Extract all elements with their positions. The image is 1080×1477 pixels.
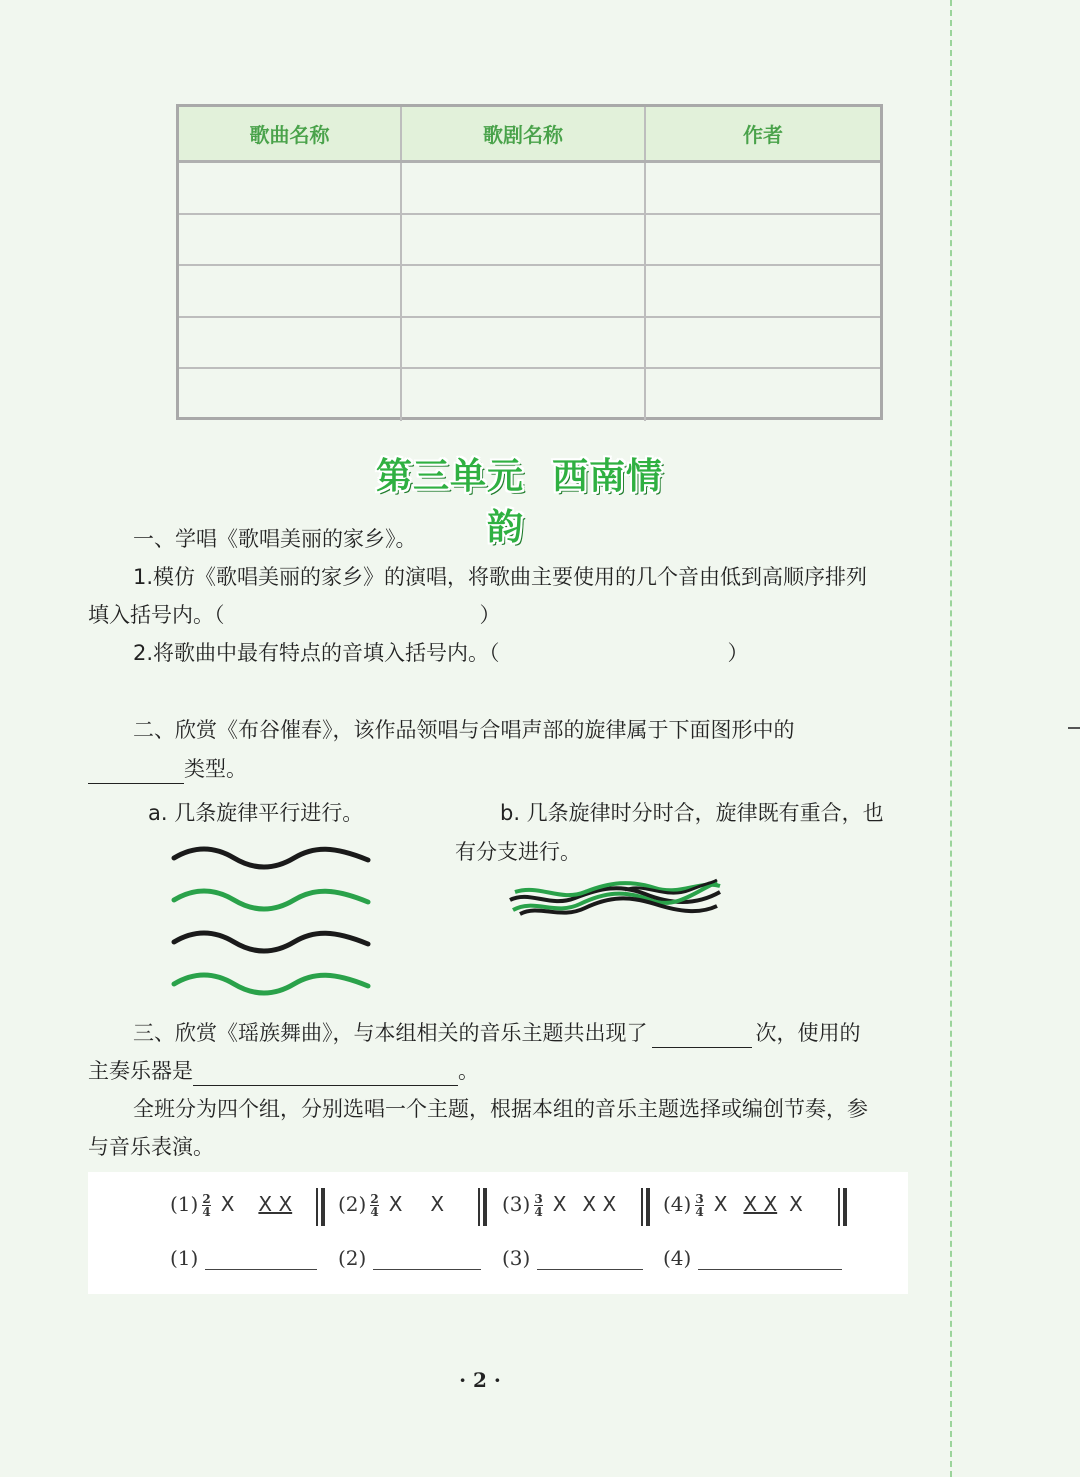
rhythm-note: X xyxy=(552,1192,567,1216)
q1-item1-line1: 1.模仿《歌唱美丽的家乡》的演唱，将歌曲主要使用的几个音由低到高顺序排列 xyxy=(133,565,868,589)
q1-item2-prefix: 2.将歌曲中最有特点的音填入括号内。（ xyxy=(133,641,500,665)
table-row xyxy=(179,318,880,370)
rhythm-pattern-4 xyxy=(663,1192,809,1218)
q2-line2 xyxy=(88,754,247,784)
rhythm-label: (1) xyxy=(170,1192,199,1216)
final-barline xyxy=(838,1188,847,1226)
table-cell[interactable] xyxy=(402,215,646,265)
rhythm-eighth-notes: X X xyxy=(258,1192,293,1216)
answer-4 xyxy=(663,1246,842,1270)
q1-item2-suffix: ） xyxy=(727,641,749,665)
q3-count-blank[interactable] xyxy=(652,1025,752,1048)
table-cell[interactable] xyxy=(402,318,646,368)
rhythm-eighth-notes: X X xyxy=(743,1192,778,1216)
q1-item2 xyxy=(133,638,749,668)
answer-1 xyxy=(170,1246,317,1270)
table-cell[interactable] xyxy=(179,215,402,265)
time-sig-bottom: 4 xyxy=(202,1205,211,1219)
song-table xyxy=(176,104,883,420)
table-row xyxy=(179,369,880,421)
time-sig-top: 3 xyxy=(534,1192,543,1206)
table-cell[interactable] xyxy=(646,266,880,316)
final-barline xyxy=(478,1188,487,1226)
answer-label: (3) xyxy=(502,1246,531,1270)
q2-answer-blank[interactable] xyxy=(88,761,184,784)
q3-line4: 与音乐表演。 xyxy=(88,1135,214,1159)
q3-line1-prefix: 三、欣赏《瑶族舞曲》，与本组相关的音乐主题共出现了 xyxy=(133,1021,648,1045)
rhythm-label: (3) xyxy=(502,1192,531,1216)
answer-line[interactable] xyxy=(537,1249,643,1270)
answer-label: (1) xyxy=(170,1246,199,1270)
table-header-row xyxy=(179,107,880,163)
q1-title: 一、学唱《歌唱美丽的家乡》。 xyxy=(133,527,417,551)
final-barline xyxy=(316,1188,325,1226)
q2-suffix: 类型。 xyxy=(184,757,247,781)
time-signature xyxy=(370,1193,378,1218)
table-cell[interactable] xyxy=(402,369,646,421)
table-row xyxy=(179,266,880,318)
wave-black-2 xyxy=(174,933,368,951)
time-sig-top: 3 xyxy=(695,1192,704,1206)
rhythm-note: X xyxy=(430,1192,445,1216)
rhythm-note: X xyxy=(220,1192,235,1216)
time-sig-bottom: 4 xyxy=(370,1205,379,1219)
table-cell[interactable] xyxy=(179,369,402,421)
table-cell[interactable] xyxy=(402,266,646,316)
rhythm-pattern-3 xyxy=(502,1192,622,1218)
table-cell[interactable] xyxy=(646,318,880,368)
q1-item1-suffix: ） xyxy=(479,603,501,627)
page-fold-dashed-line xyxy=(950,0,952,1477)
q2-line1: 二、欣赏《布谷催春》，该作品领唱与合唱声部的旋律属于下面图形中的 xyxy=(133,718,795,742)
q1-item1-prefix: 填入括号内。（ xyxy=(88,603,225,627)
rhythm-pattern-1 xyxy=(170,1192,298,1218)
intertwined-waves-figure xyxy=(505,870,730,930)
table-cell[interactable] xyxy=(402,163,646,213)
final-barline xyxy=(641,1188,650,1226)
rhythm-label: (4) xyxy=(663,1192,692,1216)
answer-3 xyxy=(502,1246,643,1270)
answer-line[interactable] xyxy=(698,1249,842,1270)
rhythm-pattern-2 xyxy=(338,1192,450,1218)
table-cell[interactable] xyxy=(179,266,402,316)
rhythm-note: X xyxy=(789,1192,803,1216)
table-cell[interactable] xyxy=(646,215,880,265)
table-row xyxy=(179,163,880,215)
table-row xyxy=(179,215,880,267)
header-opera-name: 歌剧名称 xyxy=(402,107,646,160)
q3-line2-prefix: 主奏乐器是 xyxy=(88,1059,193,1083)
answer-label: (4) xyxy=(663,1246,692,1270)
rhythm-note: X xyxy=(388,1192,403,1216)
table-cell[interactable] xyxy=(646,369,880,421)
q3-line1 xyxy=(133,1018,861,1048)
time-signature xyxy=(695,1193,703,1218)
rhythm-label: (2) xyxy=(338,1192,367,1216)
q3-instrument-blank[interactable] xyxy=(193,1063,458,1086)
wave-green-a xyxy=(513,882,717,910)
answer-2 xyxy=(338,1246,481,1270)
time-sig-bottom: 4 xyxy=(695,1205,704,1219)
wave-green-2 xyxy=(174,975,368,993)
parallel-waves-figure xyxy=(168,840,378,1000)
edge-tick-mark xyxy=(1068,727,1080,729)
unit-title-name: 西南情韵 xyxy=(486,456,664,548)
q2-option-b-line1: b. 几条旋律时分时合，旋律既有重合，也 xyxy=(500,801,884,825)
wave-green-1 xyxy=(174,891,368,909)
header-author: 作者 xyxy=(743,123,783,147)
time-signature xyxy=(534,1193,542,1218)
rhythm-note: X xyxy=(713,1192,728,1216)
rhythm-notes: X X xyxy=(582,1192,617,1216)
time-sig-top: 2 xyxy=(202,1192,211,1206)
answer-label: (2) xyxy=(338,1246,367,1270)
q2-option-a: a. 几条旋律平行进行。 xyxy=(148,801,364,825)
table-cell[interactable] xyxy=(179,163,402,213)
table-cell[interactable] xyxy=(646,163,880,213)
page-number: · 2 · xyxy=(459,1368,501,1392)
q1-item1-line2 xyxy=(88,600,501,630)
time-signature xyxy=(202,1193,210,1218)
q3-line2-suffix: 。 xyxy=(458,1059,479,1083)
time-sig-top: 2 xyxy=(370,1192,379,1206)
q2-option-b-line2: 有分支进行。 xyxy=(455,840,581,864)
wave-black-1 xyxy=(174,849,368,867)
unit-title-number: 第三单元 xyxy=(375,456,524,497)
answer-line[interactable] xyxy=(373,1249,481,1270)
time-sig-bottom: 4 xyxy=(534,1205,543,1219)
q3-line1-suffix: 次，使用的 xyxy=(755,1021,861,1045)
rhythm-patterns-box xyxy=(88,1172,908,1294)
table-cell[interactable] xyxy=(179,318,402,368)
q3-line3: 全班分为四个组，分别选唱一个主题，根据本组的音乐主题选择或编创节奏，参 xyxy=(133,1097,868,1121)
header-song-name: 歌曲名称 xyxy=(179,107,402,160)
q3-line2 xyxy=(88,1056,479,1086)
answer-line[interactable] xyxy=(205,1249,317,1270)
